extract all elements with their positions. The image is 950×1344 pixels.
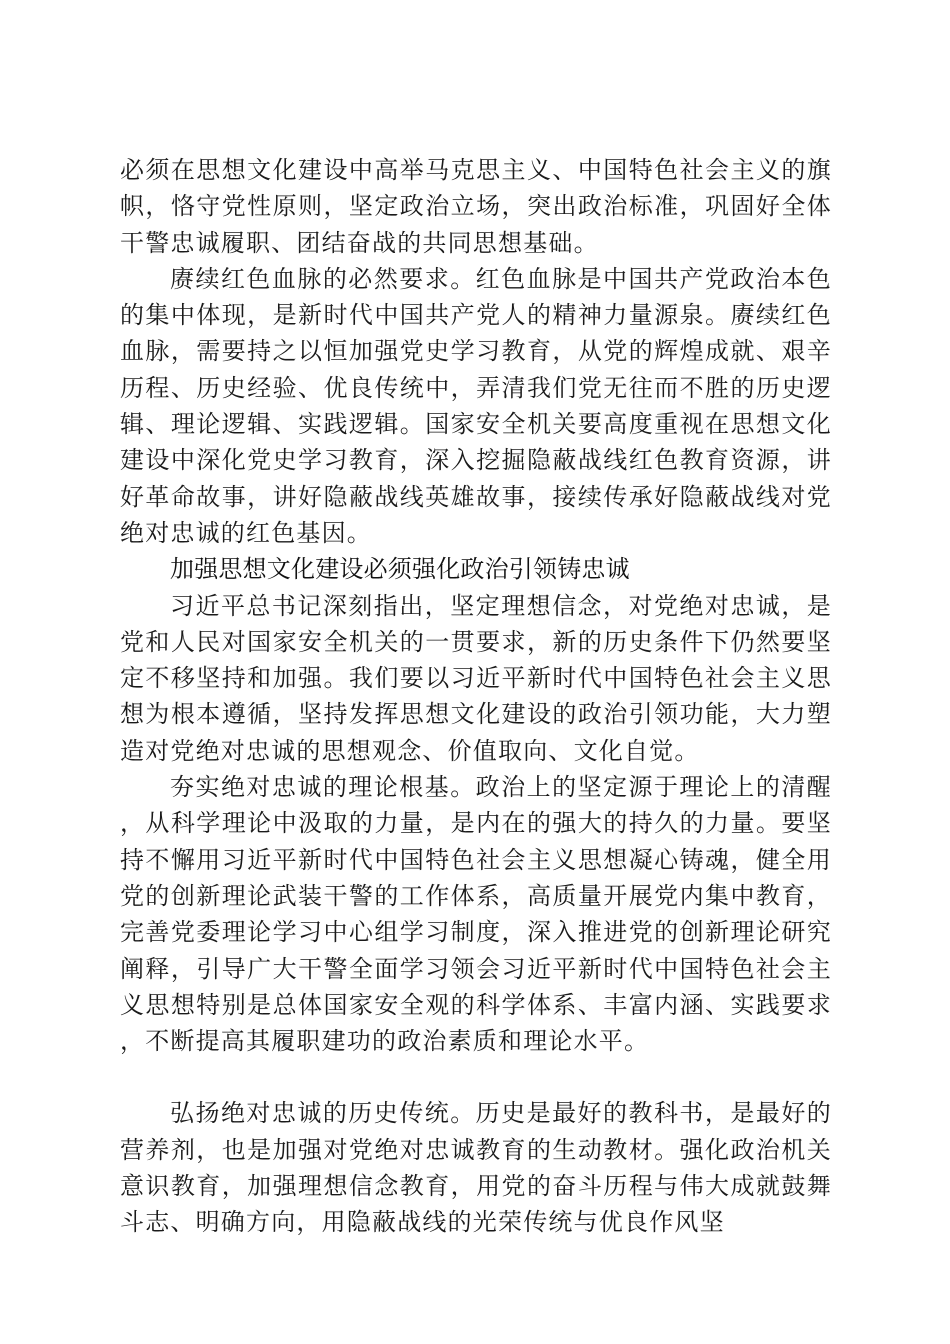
document-page: [120, 152, 832, 1241]
paragraph-historical-tradition: 弘扬绝对忠诚的历史传统。历史是最好的教科书，是最好的营养剂，也是加强对党绝对忠诚教育的生动教材。强化政治机关意识教育，加强理想信念教育，用党的奋斗历程与伟大成就鼓舞斗志、明确方向，用隐蔽战线的光荣传统与优良作风坚: [120, 1099, 832, 1237]
paragraph-theory-foundation: 夯实绝对忠诚的理论根基。政治上的坚定源于理论上的清醒，从科学理论中汲取的力量，是内在的强大的持久的力量。要坚持不懈用习近平新时代中国特色社会主义思想凝心铸魂，健全用党的创新理论武装干警的工作体系，高质量开展党内集中教育，完善党委理论学习中心组学习制度，深入推进党的创新理论研究阐释，引导广大干警全面学习领会习近平新时代中国特色社会主义思想特别是总体国家安全观的科学体系、丰富内涵、实践要求，不断提高其履职建功的政治素质和理论水平。: [120, 773, 832, 1056]
paragraph-continuation: 必须在思想文化建设中高举马克思主义、中国特色社会主义的旗帜，恪守党性原则，坚定政治立场，突出政治标准，巩固好全体干警忠诚履职、团结奋战的共同思想基础。: [120, 156, 832, 257]
section-heading: 加强思想文化建设必须强化政治引领铸忠诚: [170, 555, 630, 584]
paragraph-political-leadership: 习近平总书记深刻指出，坚定理想信念，对党绝对忠诚，是党和人民对国家安全机关的一贯要求，新的历史条件下仍然要坚定不移坚持和加强。我们要以习近平新时代中国特色社会主义思想为根本遵循，坚持发挥思想文化建设的政治引领功能，大力塑造对党绝对忠诚的思想观念、价值取向、文化自觉。: [120, 591, 832, 765]
paragraph-red-bloodline: 赓续红色血脉的必然要求。红色血脉是中国共产党政治本色的集中体现，是新时代中国共产党人的精神力量源泉。赓续红色血脉，需要持之以恒加强党史学习教育，从党的辉煌成就、艰辛历程、历史经验、优良传统中，弄清我们党无往而不胜的历史逻辑、理论逻辑、实践逻辑。国家安全机关要高度重视在思想文化建设中深化党史学习教育，深入挖掘隐蔽战线红色教育资源，讲好革命故事，讲好隐蔽战线英雄故事，接续传承好隐蔽战线对党绝对忠诚的红色基因。: [120, 264, 832, 547]
